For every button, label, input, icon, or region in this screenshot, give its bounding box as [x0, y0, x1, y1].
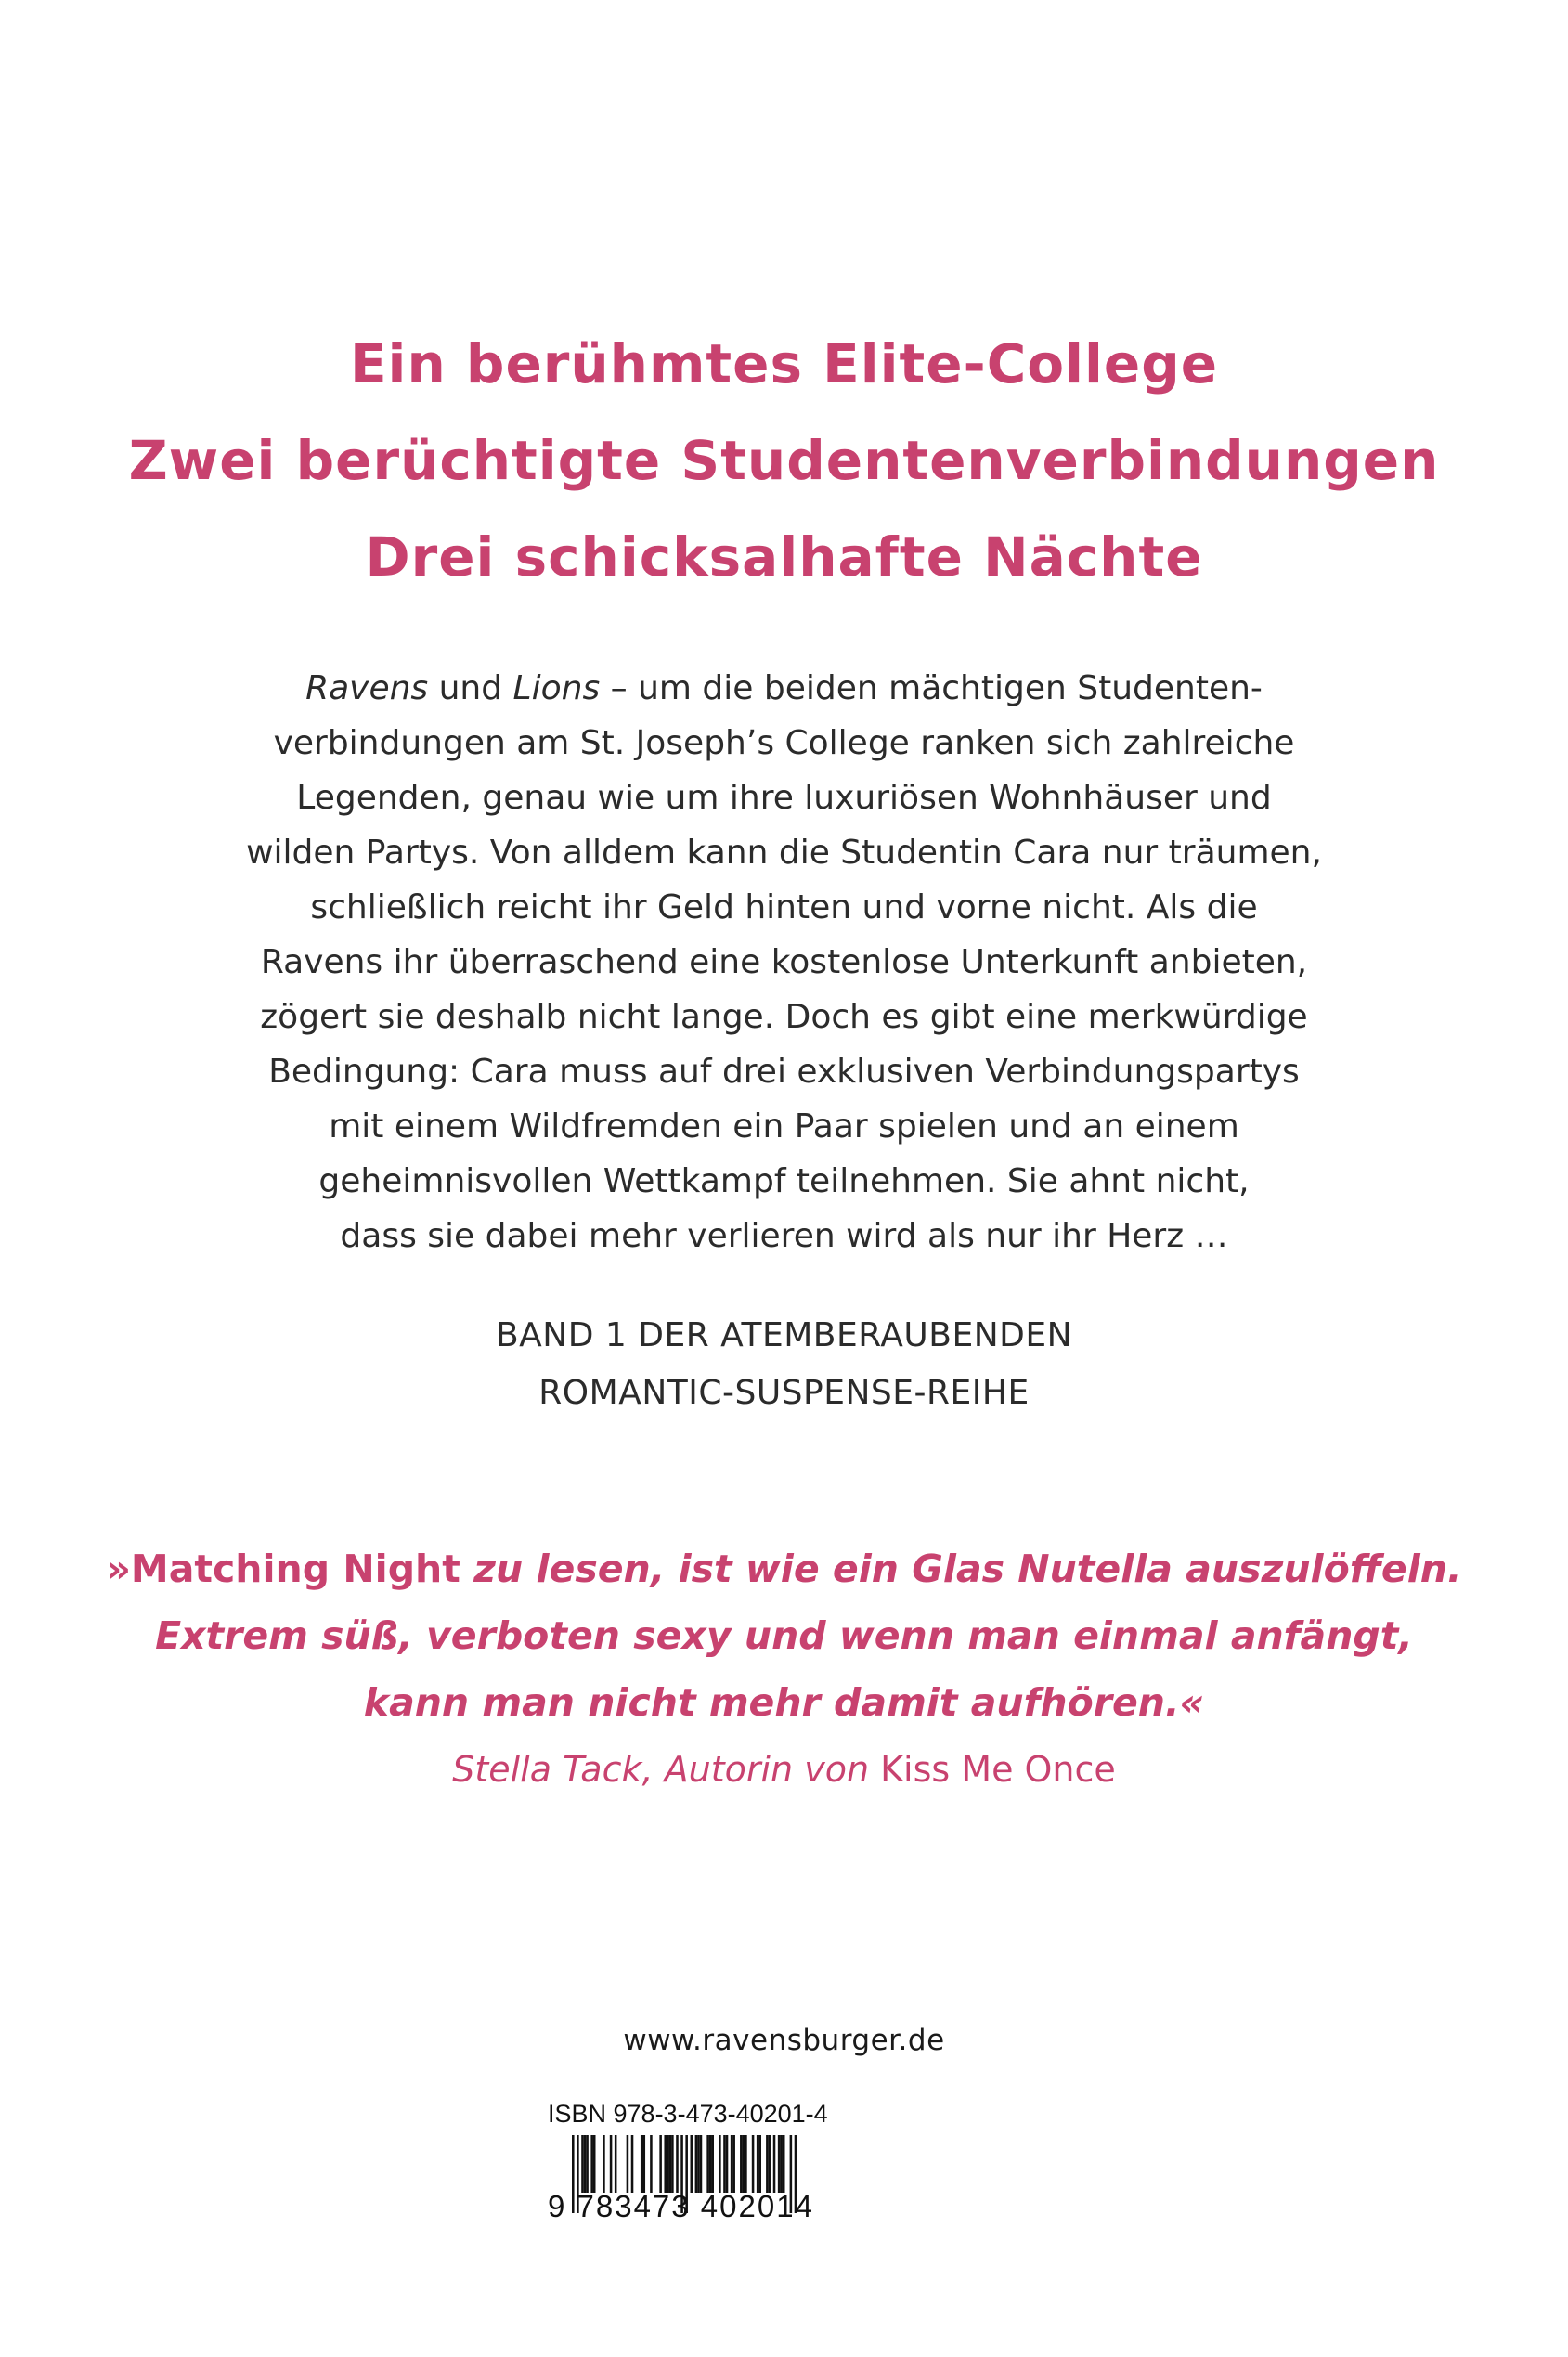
- barcode-bar: [780, 2135, 783, 2193]
- barcode-bar: [631, 2135, 634, 2193]
- barcode-bar: [586, 2135, 589, 2193]
- headline-3: Drei schicksalhafte Nächte: [365, 525, 1203, 589]
- quote-text: Extrem süß, verboten sexy und wenn man einmal anfängt,: [155, 1613, 1413, 1658]
- barcode-bar: [671, 2135, 674, 2193]
- barcode-bar: [590, 2135, 593, 2193]
- blurb-line: mit einem Wildfremden ein Paar spielen und an einem: [329, 1107, 1239, 1146]
- blurb-line: Ravens ihr überraschend eine kostenlose Unterkunft anbieten,: [260, 943, 1308, 981]
- barcode-bar: [732, 2135, 735, 2193]
- barcode-bar: [664, 2135, 667, 2193]
- review-quote: [0, 1535, 1568, 1803]
- barcode-bar: [752, 2135, 755, 2193]
- blurb-line: schließlich reicht ihr Geld hinten und vorne nicht. Als die: [310, 888, 1258, 926]
- barcode-bar: [745, 2135, 747, 2193]
- series-note: [0, 1307, 1568, 1422]
- barcode-bar: [778, 2135, 781, 2193]
- barcode-bar: [783, 2135, 785, 2193]
- blurb-italic-lions: Lions: [512, 669, 601, 707]
- blurb-line: Legenden, genau wie um ihre luxuriösen Wohnhäuser und: [296, 779, 1272, 817]
- barcode-bar: [709, 2135, 712, 2193]
- barcode-bar: [691, 2135, 693, 2193]
- barcode-bar: [659, 2135, 662, 2193]
- barcode-bar: [615, 2135, 617, 2193]
- headline-block: [0, 316, 1568, 605]
- barcode-bar: [610, 2135, 613, 2193]
- barcode-bar: [740, 2135, 743, 2193]
- blurb-line: dass sie dabei mehr verlieren wird als nur ihr Herz …: [340, 1217, 1228, 1255]
- barcode-bar: [731, 2135, 733, 2193]
- headline-2: Zwei berüchtigte Studentenverbindungen: [128, 429, 1440, 492]
- barcode-bar: [695, 2135, 698, 2193]
- quote-line-1: [0, 1535, 1568, 1602]
- barcode-bar: [650, 2135, 653, 2193]
- barcode-bar: [581, 2135, 584, 2193]
- blurb-line: [0, 661, 1568, 716]
- attribution-author: Stella Tack, Autorin von: [452, 1749, 881, 1790]
- blurb-line: wilden Partys. Von alldem kann die Studentin Cara nur träumen,: [246, 834, 1322, 872]
- headline-1: Ein berühmtes Elite-College: [349, 332, 1219, 395]
- barcode-bar: [697, 2135, 700, 2193]
- barcode-bar: [669, 2135, 672, 2193]
- isbn-barcode: [548, 2100, 882, 2239]
- blurb-line: verbindungen am St. Joseph’s College ranken sich zahlreiche: [273, 724, 1295, 762]
- isbn-label: ISBN 978-3-473-40201-4: [548, 2100, 828, 2128]
- blurb-text: [0, 661, 1568, 1263]
- barcode-digits: 9 783473 402014: [548, 2189, 814, 2223]
- blurb-line: geheimnisvollen Wettkampf teilnehmen. Sie ahnt nicht,: [318, 1162, 1250, 1200]
- quote-text: zu lesen, ist wie ein Glas Nutella auszulöffeln.: [460, 1547, 1462, 1591]
- barcode-bar: [723, 2135, 726, 2193]
- barcode-bar: [766, 2135, 769, 2193]
- blurb-line: zögert sie deshalb nicht lange. Doch es gibt eine merkwürdige: [260, 998, 1308, 1036]
- blurb-connector: und: [428, 669, 513, 707]
- barcode-bar: [700, 2135, 703, 2193]
- barcode-bar: [743, 2135, 745, 2193]
- barcode-bar: [584, 2135, 587, 2193]
- blurb-line: Bedingung: Cara muss auf drei exklusiven Verbindungspartys: [268, 1053, 1300, 1091]
- barcode-bar: [706, 2135, 709, 2193]
- attribution-book-title: Kiss Me Once: [880, 1749, 1116, 1790]
- quote-line-2: [0, 1602, 1568, 1669]
- barcode-bar: [758, 2135, 761, 2193]
- barcode-bar: [593, 2135, 596, 2193]
- blurb-italic-ravens: Ravens: [305, 669, 429, 707]
- quote-line-3: [0, 1669, 1568, 1736]
- barcode-bar: [641, 2135, 643, 2193]
- barcode-bar: [719, 2135, 721, 2193]
- blurb-line-rest: – um die beiden mächtigen Studenten-: [600, 669, 1263, 707]
- publisher-website: www.ravensburger.de: [623, 2024, 945, 2057]
- barcode-bar: [667, 2135, 669, 2193]
- barcode-bar: [643, 2135, 646, 2193]
- series-line-2: ROMANTIC-SUSPENSE-REIHE: [538, 1374, 1030, 1412]
- barcode-bar: [627, 2135, 629, 2193]
- barcode-bar: [769, 2135, 771, 2193]
- barcode-bar: [711, 2135, 714, 2193]
- quote-text: kann man nicht mehr damit aufhören.«: [363, 1680, 1205, 1725]
- series-line-1: BAND 1 DER ATEMBERAUBENDEN: [495, 1316, 1073, 1354]
- quote-attribution: [0, 1736, 1568, 1803]
- barcode-bar: [726, 2135, 729, 2193]
- barcode-bar: [773, 2135, 776, 2193]
- barcode-bar: [676, 2135, 679, 2193]
- barcode-bar: [757, 2135, 759, 2193]
- barcode-bar: [603, 2135, 605, 2193]
- quote-book-title: »Matching Night: [106, 1547, 460, 1591]
